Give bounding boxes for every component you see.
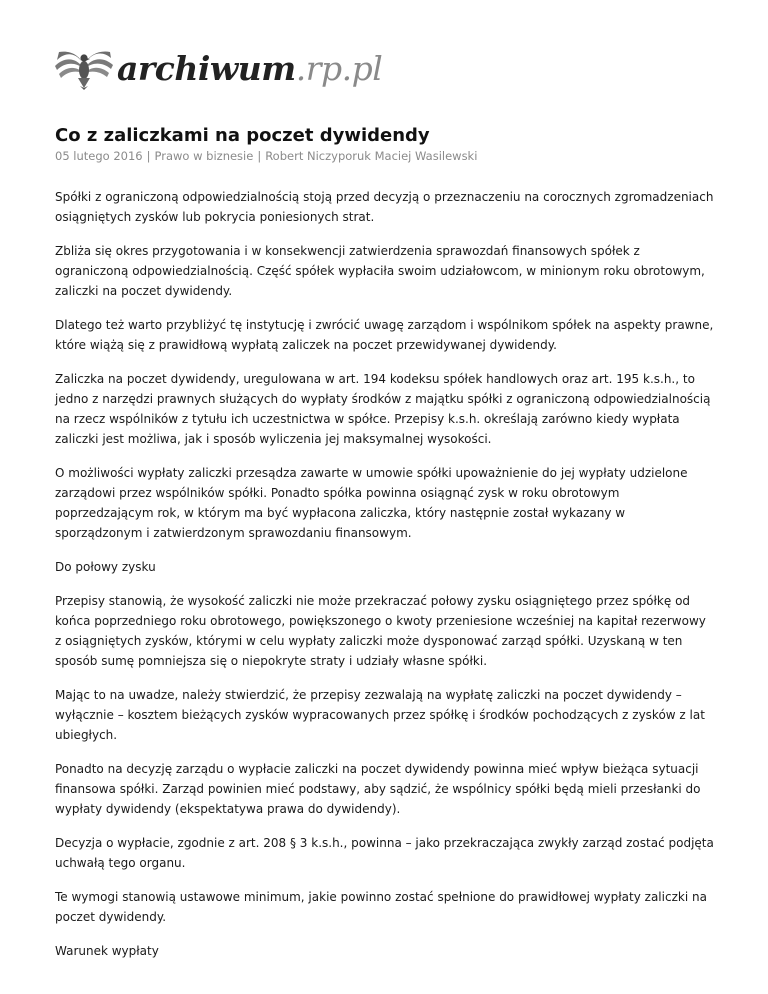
article-paragraph: Przepisy stanowią, że wysokość zaliczki nie może przekraczać połowy zysku osiągniętego przez spółkę od końca poprzedniego roku obrotowego, powiększonego o kwoty przeniesione wcześniej na kapitał rezerwowy z osiągniętych zysków, którymi w celu wypłaty zaliczki może dysponować zarząd spółki. Uzyskaną w ten sposób sumę pomniejsza się o niepokryte straty i udziały własne spółki. [55,594,706,668]
article [55,125,715,975]
article-paragraph: Zaliczka na poczet dywidendy, uregulowana w art. 194 kodeksu spółek handlowych oraz art. 195 k.s.h., to jedno z narzędzi prawnych służących do wypłaty środków z majątku spółki z ograniczoną odpowiedzialnością na rzecz wspólników z tytułu ich uczestnictwa w spółce. Przepisy k.s.h. określają zarówno kiedy wypłata zaliczki jest możliwa, jak i sposób wyliczenia jej maksymalnej wysokości. [55,372,711,446]
article-subheading: Warunek wypłaty [55,944,159,958]
article-paragraph: Dlatego też warto przybliżyć tę instytucję i zwrócić uwagę zarządom i wspólnikom spółek na aspekty prawne, które wiążą się z prawidłową wypłatą zaliczek na poczet przewidywanej dywidendy. [55,318,714,352]
article-subheading: Do połowy zysku [55,560,156,574]
meta-separator: | [257,149,262,163]
article-author[interactable]: Robert Niczyporuk Maciej Wasilewski [265,149,478,163]
article-title: Co z zaliczkami na poczet dywidendy [55,125,430,146]
article-meta [55,148,715,164]
article-paragraph: O możliwości wypłaty zaliczki przesądza zawarte w umowie spółki upoważnienie do jej wypłaty udzielone zarządowi przez wspólników spółki. Ponadto spółka powinna osiągnąć zysk w roku obrotowym poprzedzającym rok, w którym ma być wypłacona zaliczka, który następnie został wykazany w sporządzonym i zatwierdzonym sprawozdaniu finansowym. [55,466,688,540]
article-paragraph: Mając to na uwadze, należy stwierdzić, że przepisy zezwalają na wypłatę zaliczki na poczet dywidendy – wyłącznie – kosztem bieżących zysków wypracowanych przez spółkę i środków pochodzących z zysków z lat ubiegłych. [55,688,705,742]
article-paragraph: Zbliża się okres przygotowania i w konsekwencji zatwierdzenia sprawozdań finansowych spółek z ograniczoną odpowiedzialnością. Część spółek wypłaciła swoim udziałowcom, w minionym roku obrotowym, zaliczki na poczet dywidendy. [55,244,705,298]
logo-wordmark [117,48,383,88]
meta-separator: | [146,149,151,163]
article-paragraph: Decyzja o wypłacie, zgodnie z art. 208 § 3 k.s.h., powinna – jako przekraczająca zwykły zarząd zostać podjęta uchwałą tego organu. [55,836,714,870]
article-body [55,187,715,961]
article-date: 05 lutego 2016 [55,149,143,163]
article-paragraph: Ponadto na decyzję zarządu o wypłacie zaliczki na poczet dywidendy powinna mieć wpływ bieżąca sytuacji finansowa spółki. Zarząd powinien mieć podstawy, aby sądzić, że wspólnicy spółki będą mieli przesłanki do wypłaty dywidendy (ekspektatywa prawa do dywidendy). [55,762,701,816]
logo-main-text: archiwum [117,48,296,88]
article-paragraph: Te wymogi stanowią ustawowe minimum, jakie powinno zostać spełnione do prawidłowej wypłaty zaliczki na poczet dywidendy. [55,890,707,924]
site-logo[interactable] [55,44,382,92]
logo-domain-text: .rp.pl [295,48,383,88]
article-section[interactable]: Prawo w biznesie [154,149,254,163]
eagle-icon [55,46,113,90]
article-paragraph: Spółki z ograniczoną odpowiedzialnością stoją przed decyzją o przeznaczeniu na corocznych zgromadzeniach osiągniętych zysków lub pokrycia poniesionych strat. [55,190,714,224]
